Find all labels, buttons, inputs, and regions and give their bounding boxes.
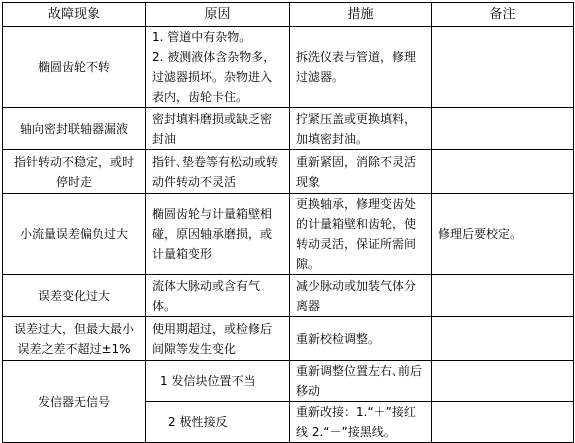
cause-cell: 指针､垫卷等有松动或转动件转动不灵活 <box>146 150 290 194</box>
table-row <box>3 275 574 317</box>
cause-cell: 密封填料磨损或缺乏密封油 <box>146 108 290 150</box>
phenomenon-cell: 指针转动不稳定，或时停时走 <box>3 150 146 194</box>
table-row <box>3 150 574 194</box>
cause-cell: 1 发信块位置不当 <box>146 361 290 402</box>
note-cell <box>432 317 574 361</box>
header-measure: 措施 <box>290 3 432 27</box>
note-cell <box>432 361 574 402</box>
measure-cell: 拧紧压盖或更换填料，加填密封油。 <box>290 108 432 150</box>
phenomenon-cell: 发信器无信号 <box>3 361 146 443</box>
note-cell <box>432 275 574 317</box>
measure-cell: 更换轴承，修理变齿处的计量箱壁和齿轮，使转动灵活，保证所需间隙。 <box>290 194 432 275</box>
phenomenon-cell: 误差过大，但最大最小误差之差不超过±1% <box>3 317 146 361</box>
table-row <box>3 194 574 275</box>
measure-cell: 拆洗仪表与管道，修理过滤器。 <box>290 27 432 108</box>
table-row <box>3 108 574 150</box>
cause-cell: 椭圆齿轮与计量箱壁相碰，原因轴承磨损，或计量箱变形 <box>146 194 290 275</box>
note-cell <box>432 27 574 108</box>
header-note: 备注 <box>432 3 574 27</box>
fault-table <box>2 2 574 443</box>
measure-cell: 重新改接：1.“＋”接红线 2.“－”接黑线。 <box>290 402 432 443</box>
table-row <box>3 361 574 402</box>
cause-item: 1. 管道中有杂物。 <box>152 30 252 44</box>
note-cell <box>432 402 574 443</box>
header-row <box>3 3 574 27</box>
phenomenon-cell: 小流量误差偏负过大 <box>3 194 146 275</box>
table-row <box>3 27 574 108</box>
measure-cell: 重新校检调整。 <box>290 317 432 361</box>
phenomenon-cell: 误差变化过大 <box>3 275 146 317</box>
measure-cell: 重新紧固，消除不灵活现象 <box>290 150 432 194</box>
cause-cell: 2 极性接反 <box>146 402 290 443</box>
note-cell <box>432 150 574 194</box>
cause-item: 2. 被测液体含杂物多，过滤器损坏。杂物进入表内，齿轮卡住。 <box>152 50 276 104</box>
phenomenon-cell: 椭圆齿轮不转 <box>3 27 146 108</box>
header-cause: 原因 <box>146 3 290 27</box>
measure-cell: 重新调整位置左右､前后移动 <box>290 361 432 402</box>
header-phenomenon: 故障现象 <box>3 3 146 27</box>
phenomenon-cell: 轴向密封联轴器漏液 <box>3 108 146 150</box>
table-row <box>3 317 574 361</box>
cause-cell: 流体大脉动或含有气体。 <box>146 275 290 317</box>
cause-cell <box>146 27 290 108</box>
note-cell: 修理后要校定。 <box>432 194 574 275</box>
cause-cell: 使用期超过，或检修后间隙等发生变化 <box>146 317 290 361</box>
note-cell <box>432 108 574 150</box>
measure-cell: 减少脉动或加装气体分离器 <box>290 275 432 317</box>
